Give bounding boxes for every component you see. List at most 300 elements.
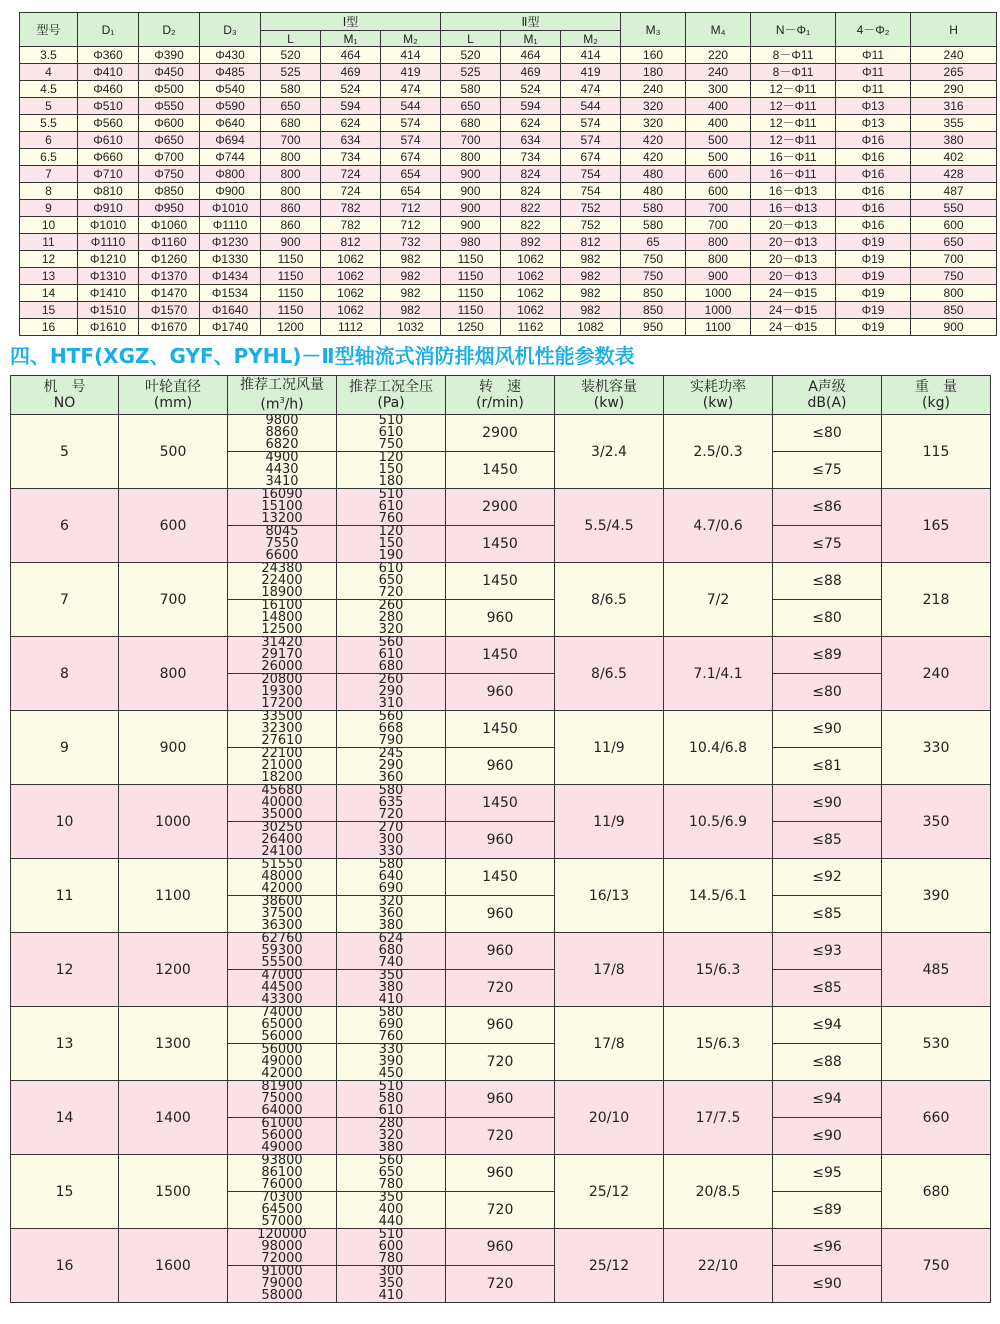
table-row: [20, 200, 997, 217]
cell-4-phi2: Φ19: [836, 285, 911, 302]
cell-type2-m1: 824: [501, 183, 561, 200]
cell-weight: 350: [882, 785, 991, 859]
cell-no: 13: [11, 1007, 119, 1081]
cell-weight: 530: [882, 1007, 991, 1081]
table-row: [20, 234, 997, 251]
cell-weight: 750: [882, 1229, 991, 1303]
cell-d1: Φ910: [78, 200, 139, 217]
cell-m4: 500: [686, 132, 751, 149]
cell-model: 5.5: [20, 115, 78, 132]
cell-4-phi2: Φ19: [836, 234, 911, 251]
cell-speed: 960: [446, 1007, 555, 1044]
cell-capacity: 25/12: [555, 1155, 664, 1229]
cell-type1-m1: 1112: [321, 319, 381, 336]
cell-d3: Φ1330: [200, 251, 261, 268]
cell-4-phi2: Φ11: [836, 81, 911, 98]
cell-d3: Φ1110: [200, 217, 261, 234]
cell-h: 290: [911, 81, 997, 98]
cell-type2-l: 1150: [441, 302, 501, 319]
cell-weight: 165: [882, 489, 991, 563]
table-row: [20, 149, 997, 166]
cell-noise: ≤81: [773, 748, 882, 785]
cell-flow: 74000 65000 56000: [228, 1007, 337, 1044]
cell-no: 6: [11, 489, 119, 563]
cell-noise: ≤95: [773, 1155, 882, 1192]
cell-type2-m2: 982: [561, 285, 621, 302]
cell-flow: 120000 98000 72000: [228, 1229, 337, 1266]
cell-capacity: 11/9: [555, 711, 664, 785]
cell-m4: 400: [686, 115, 751, 132]
cell-h: 380: [911, 132, 997, 149]
cell-type1-m2: 574: [381, 132, 441, 149]
table-row: [11, 711, 991, 748]
cell-noise: ≤90: [773, 1266, 882, 1303]
cell-noise: ≤89: [773, 637, 882, 674]
cell-impeller: 800: [119, 637, 228, 711]
dimension-table: [19, 12, 997, 336]
cell-m3: 240: [621, 81, 686, 98]
cell-speed: 720: [446, 1192, 555, 1229]
cell-capacity: 17/8: [555, 933, 664, 1007]
cell-capacity: 8/6.5: [555, 563, 664, 637]
cell-type2-m2: 754: [561, 166, 621, 183]
cell-n-phi1: 8－Φ11: [751, 47, 836, 64]
cell-speed: 1450: [446, 637, 555, 674]
cell-flow: 47000 44500 43300: [228, 970, 337, 1007]
table-row: [20, 64, 997, 81]
cell-type2-m2: 419: [561, 64, 621, 81]
cell-type2-m2: 544: [561, 98, 621, 115]
cell-flow: 62760 59300 55500: [228, 933, 337, 970]
cell-m3: 850: [621, 285, 686, 302]
cell-pressure: 330 390 450: [337, 1044, 446, 1081]
cell-h: 550: [911, 200, 997, 217]
cell-model: 8: [20, 183, 78, 200]
cell-power: 22/10: [664, 1229, 773, 1303]
cell-h: 700: [911, 251, 997, 268]
cell-model: 13: [20, 268, 78, 285]
table-row: [11, 415, 991, 452]
cell-n-phi1: 20－Φ13: [751, 217, 836, 234]
cell-power: 7.1/4.1: [664, 637, 773, 711]
cell-type2-l: 980: [441, 234, 501, 251]
cell-m4: 1000: [686, 285, 751, 302]
cell-impeller: 1500: [119, 1155, 228, 1229]
cell-d3: Φ694: [200, 132, 261, 149]
cell-m3: 950: [621, 319, 686, 336]
col-header-type1-m1: M₁: [321, 31, 381, 47]
cell-d3: Φ540: [200, 81, 261, 98]
cell-capacity: 17/8: [555, 1007, 664, 1081]
cell-type1-l: 680: [261, 115, 321, 132]
cell-type2-m1: 1062: [501, 251, 561, 268]
table-row: [11, 1229, 991, 1266]
table-row: [20, 47, 997, 64]
cell-n-phi1: 12－Φ11: [751, 98, 836, 115]
cell-model: 5: [20, 98, 78, 115]
cell-noise: ≤92: [773, 859, 882, 896]
table-row: [20, 319, 997, 336]
cell-model: 14: [20, 285, 78, 302]
cell-m3: 750: [621, 251, 686, 268]
cell-d1: Φ360: [78, 47, 139, 64]
cell-weight: 485: [882, 933, 991, 1007]
cell-type1-m1: 594: [321, 98, 381, 115]
cell-pressure: 510 600 780: [337, 1229, 446, 1266]
cell-pressure: 580 690 760: [337, 1007, 446, 1044]
cell-noise: ≤85: [773, 822, 882, 859]
cell-type1-l: 860: [261, 200, 321, 217]
cell-model: 11: [20, 234, 78, 251]
table-row: [20, 166, 997, 183]
cell-flow: 70300 64500 57000: [228, 1192, 337, 1229]
col-header-h: H: [911, 13, 997, 47]
cell-m3: 180: [621, 64, 686, 81]
cell-type1-l: 1200: [261, 319, 321, 336]
cell-n-phi1: 24－Φ15: [751, 285, 836, 302]
cell-m4: 800: [686, 251, 751, 268]
cell-h: 402: [911, 149, 997, 166]
cell-m3: 160: [621, 47, 686, 64]
table-row: [11, 563, 991, 600]
cell-type1-m2: 474: [381, 81, 441, 98]
col-header-type2-m2: M₂: [561, 31, 621, 47]
cell-d2: Φ850: [139, 183, 200, 200]
cell-n-phi1: 12－Φ11: [751, 81, 836, 98]
cell-impeller: 1100: [119, 859, 228, 933]
table-row: [11, 489, 991, 526]
cell-flow: 9800 8860 6820: [228, 415, 337, 452]
cell-model: 6: [20, 132, 78, 149]
cell-d1: Φ510: [78, 98, 139, 115]
col-header-d1: D₁: [78, 13, 139, 47]
cell-h: 800: [911, 285, 997, 302]
cell-n-phi1: 16－Φ11: [751, 166, 836, 183]
performance-table-title: 四、HTF(XGZ、GYF、PYHL)－Ⅱ型轴流式消防排烟风机性能参数表: [10, 344, 635, 368]
cell-speed: 720: [446, 1266, 555, 1303]
col-header-type2-m1: M₁: [501, 31, 561, 47]
cell-pressure: 510 610 760: [337, 489, 446, 526]
col-header-m3: M₃: [621, 13, 686, 47]
cell-4-phi2: Φ19: [836, 268, 911, 285]
cell-weight: 218: [882, 563, 991, 637]
cell-d1: Φ810: [78, 183, 139, 200]
cell-d2: Φ450: [139, 64, 200, 81]
cell-pressure: 580 635 720: [337, 785, 446, 822]
col-header-type1-m2: M₂: [381, 31, 441, 47]
cell-flow: 22100 21000 18200: [228, 748, 337, 785]
cell-flow: 8045 7550 6600: [228, 526, 337, 563]
cell-type2-l: 900: [441, 217, 501, 234]
cell-d2: Φ1570: [139, 302, 200, 319]
cell-type1-l: 800: [261, 166, 321, 183]
cell-type1-m1: 634: [321, 132, 381, 149]
cell-d2: Φ1670: [139, 319, 200, 336]
table-row: [20, 217, 997, 234]
cell-noise: ≤75: [773, 452, 882, 489]
col-header-noise: A声级 dB(A): [773, 376, 882, 415]
cell-m4: 900: [686, 268, 751, 285]
cell-type2-m1: 524: [501, 81, 561, 98]
cell-type1-m1: 1062: [321, 285, 381, 302]
cell-flow: 81900 75000 64000: [228, 1081, 337, 1118]
cell-impeller: 1600: [119, 1229, 228, 1303]
cell-type2-m2: 574: [561, 132, 621, 149]
cell-flow: 61000 56000 49000: [228, 1118, 337, 1155]
cell-flow: 56000 49000 42000: [228, 1044, 337, 1081]
cell-type1-l: 580: [261, 81, 321, 98]
cell-m3: 320: [621, 98, 686, 115]
cell-model: 3.5: [20, 47, 78, 64]
cell-type2-l: 1250: [441, 319, 501, 336]
cell-h: 316: [911, 98, 997, 115]
cell-m4: 400: [686, 98, 751, 115]
cell-d1: Φ610: [78, 132, 139, 149]
cell-d3: Φ430: [200, 47, 261, 64]
cell-4-phi2: Φ16: [836, 183, 911, 200]
cell-type1-m1: 782: [321, 200, 381, 217]
cell-speed: 2900: [446, 489, 555, 526]
cell-noise: ≤93: [773, 933, 882, 970]
cell-pressure: 610 650 720: [337, 563, 446, 600]
cell-type1-m2: 654: [381, 183, 441, 200]
cell-type1-m2: 712: [381, 200, 441, 217]
table-row: [11, 933, 991, 970]
cell-speed: 960: [446, 896, 555, 933]
cell-m4: 1000: [686, 302, 751, 319]
col-header-weight: 重 量 (kg): [882, 376, 991, 415]
cell-weight: 115: [882, 415, 991, 489]
cell-type2-m1: 634: [501, 132, 561, 149]
cell-m3: 420: [621, 149, 686, 166]
cell-power: 14.5/6.1: [664, 859, 773, 933]
cell-no: 8: [11, 637, 119, 711]
cell-d3: Φ1434: [200, 268, 261, 285]
table-row: [20, 132, 997, 149]
cell-m4: 700: [686, 200, 751, 217]
cell-speed: 960: [446, 933, 555, 970]
cell-noise: ≤88: [773, 1044, 882, 1081]
cell-flow: 38600 37500 36300: [228, 896, 337, 933]
cell-no: 12: [11, 933, 119, 1007]
cell-noise: ≤89: [773, 1192, 882, 1229]
cell-model: 10: [20, 217, 78, 234]
cell-h: 265: [911, 64, 997, 81]
cell-flow: 20800 19300 17200: [228, 674, 337, 711]
cell-type2-l: 900: [441, 166, 501, 183]
cell-type1-l: 650: [261, 98, 321, 115]
cell-type1-l: 1150: [261, 302, 321, 319]
cell-noise: ≤96: [773, 1229, 882, 1266]
cell-type1-m2: 419: [381, 64, 441, 81]
table-row: [20, 268, 997, 285]
cell-n-phi1: 16－Φ13: [751, 200, 836, 217]
col-header-m4: M₄: [686, 13, 751, 47]
cell-type1-l: 1150: [261, 268, 321, 285]
cell-n-phi1: 20－Φ13: [751, 234, 836, 251]
cell-m4: 600: [686, 166, 751, 183]
cell-d2: Φ950: [139, 200, 200, 217]
cell-speed: 1450: [446, 785, 555, 822]
col-header-no: 机 号 NO: [11, 376, 119, 415]
cell-type2-m1: 1062: [501, 268, 561, 285]
dimension-table-body: [20, 47, 997, 336]
cell-pressure: 120 150 180: [337, 452, 446, 489]
cell-type1-l: 800: [261, 183, 321, 200]
cell-no: 11: [11, 859, 119, 933]
cell-speed: 720: [446, 1118, 555, 1155]
cell-noise: ≤80: [773, 674, 882, 711]
cell-type2-l: 650: [441, 98, 501, 115]
col-header-type2: Ⅱ型: [441, 13, 621, 31]
cell-4-phi2: Φ11: [836, 47, 911, 64]
cell-type1-m2: 712: [381, 217, 441, 234]
cell-type1-l: 700: [261, 132, 321, 149]
cell-noise: ≤86: [773, 489, 882, 526]
cell-n-phi1: 20－Φ13: [751, 251, 836, 268]
cell-impeller: 1300: [119, 1007, 228, 1081]
cell-m4: 1100: [686, 319, 751, 336]
col-header-4-phi2: 4－Φ₂: [836, 13, 911, 47]
cell-h: 850: [911, 302, 997, 319]
cell-h: 240: [911, 47, 997, 64]
cell-model: 6.5: [20, 149, 78, 166]
cell-capacity: 8/6.5: [555, 637, 664, 711]
cell-flow: 30250 26400 24100: [228, 822, 337, 859]
cell-pressure: 320 360 380: [337, 896, 446, 933]
cell-flow: 31420 29170 26000: [228, 637, 337, 674]
cell-speed: 1450: [446, 859, 555, 896]
cell-no: 15: [11, 1155, 119, 1229]
cell-d1: Φ660: [78, 149, 139, 166]
table-row: [20, 183, 997, 200]
cell-pressure: 350 400 440: [337, 1192, 446, 1229]
cell-type2-m1: 464: [501, 47, 561, 64]
cell-type1-m1: 724: [321, 166, 381, 183]
cell-flow: 16100 14800 12500: [228, 600, 337, 637]
cell-capacity: 20/10: [555, 1081, 664, 1155]
cell-type2-m1: 1162: [501, 319, 561, 336]
cell-noise: ≤90: [773, 1118, 882, 1155]
cell-type2-m2: 752: [561, 200, 621, 217]
cell-pressure: 624 680 740: [337, 933, 446, 970]
cell-d3: Φ1740: [200, 319, 261, 336]
cell-d1: Φ1310: [78, 268, 139, 285]
cell-type1-l: 800: [261, 149, 321, 166]
col-header-type1-l: L: [261, 31, 321, 47]
cell-capacity: 11/9: [555, 785, 664, 859]
col-header-pressure: 推荐工况全压 (Pa): [337, 376, 446, 415]
cell-m4: 600: [686, 183, 751, 200]
cell-type1-m1: 1062: [321, 268, 381, 285]
cell-power: 20/8.5: [664, 1155, 773, 1229]
cell-type2-l: 520: [441, 47, 501, 64]
table-row: [20, 251, 997, 268]
cell-4-phi2: Φ19: [836, 319, 911, 336]
cell-type2-l: 900: [441, 200, 501, 217]
cell-speed: 960: [446, 748, 555, 785]
cell-no: 9: [11, 711, 119, 785]
cell-weight: 390: [882, 859, 991, 933]
cell-4-phi2: Φ13: [836, 115, 911, 132]
cell-type2-l: 700: [441, 132, 501, 149]
cell-type2-m1: 822: [501, 200, 561, 217]
col-header-type1: Ⅰ型: [261, 13, 441, 31]
cell-h: 750: [911, 268, 997, 285]
cell-pressure: 260 280 320: [337, 600, 446, 637]
cell-noise: ≤80: [773, 600, 882, 637]
cell-noise: ≤94: [773, 1007, 882, 1044]
col-header-d2: D₂: [139, 13, 200, 47]
table-row: [11, 637, 991, 674]
table-row: [11, 1007, 991, 1044]
cell-type1-m1: 734: [321, 149, 381, 166]
cell-type2-l: 1150: [441, 285, 501, 302]
cell-n-phi1: 12－Φ11: [751, 115, 836, 132]
table-row: [20, 115, 997, 132]
cell-no: 14: [11, 1081, 119, 1155]
cell-d1: Φ1210: [78, 251, 139, 268]
table-row: [11, 785, 991, 822]
cell-d3: Φ1640: [200, 302, 261, 319]
cell-type1-m2: 1032: [381, 319, 441, 336]
table-row: [11, 1155, 991, 1192]
cell-type2-m2: 982: [561, 251, 621, 268]
cell-d2: Φ390: [139, 47, 200, 64]
cell-d3: Φ1534: [200, 285, 261, 302]
cell-type1-m1: 1062: [321, 302, 381, 319]
cell-pressure: 120 150 190: [337, 526, 446, 563]
cell-power: 17/7.5: [664, 1081, 773, 1155]
cell-n-phi1: 20－Φ13: [751, 268, 836, 285]
cell-m4: 220: [686, 47, 751, 64]
cell-n-phi1: 24－Φ15: [751, 319, 836, 336]
cell-impeller: 500: [119, 415, 228, 489]
cell-type1-m1: 464: [321, 47, 381, 64]
cell-no: 7: [11, 563, 119, 637]
col-header-power: 实耗功率 (kw): [664, 376, 773, 415]
cell-model: 12: [20, 251, 78, 268]
cell-d3: Φ744: [200, 149, 261, 166]
cell-type1-l: 860: [261, 217, 321, 234]
cell-model: 9: [20, 200, 78, 217]
cell-type2-m1: 822: [501, 217, 561, 234]
cell-power: 4.7/0.6: [664, 489, 773, 563]
cell-speed: 1450: [446, 526, 555, 563]
cell-d2: Φ1470: [139, 285, 200, 302]
cell-capacity: 3/2.4: [555, 415, 664, 489]
cell-type2-m1: 624: [501, 115, 561, 132]
cell-d2: Φ650: [139, 132, 200, 149]
cell-power: 10.5/6.9: [664, 785, 773, 859]
col-header-d3: D₃: [200, 13, 261, 47]
cell-model: 16: [20, 319, 78, 336]
cell-no: 10: [11, 785, 119, 859]
cell-model: 4: [20, 64, 78, 81]
cell-flow: 51550 48000 42000: [228, 859, 337, 896]
cell-type1-m2: 674: [381, 149, 441, 166]
cell-speed: 720: [446, 970, 555, 1007]
cell-noise: ≤75: [773, 526, 882, 563]
cell-m4: 700: [686, 217, 751, 234]
cell-pressure: 510 610 750: [337, 415, 446, 452]
cell-speed: 960: [446, 674, 555, 711]
cell-power: 15/6.3: [664, 933, 773, 1007]
cell-type2-m2: 474: [561, 81, 621, 98]
cell-m3: 580: [621, 217, 686, 234]
cell-m4: 300: [686, 81, 751, 98]
cell-4-phi2: Φ19: [836, 251, 911, 268]
